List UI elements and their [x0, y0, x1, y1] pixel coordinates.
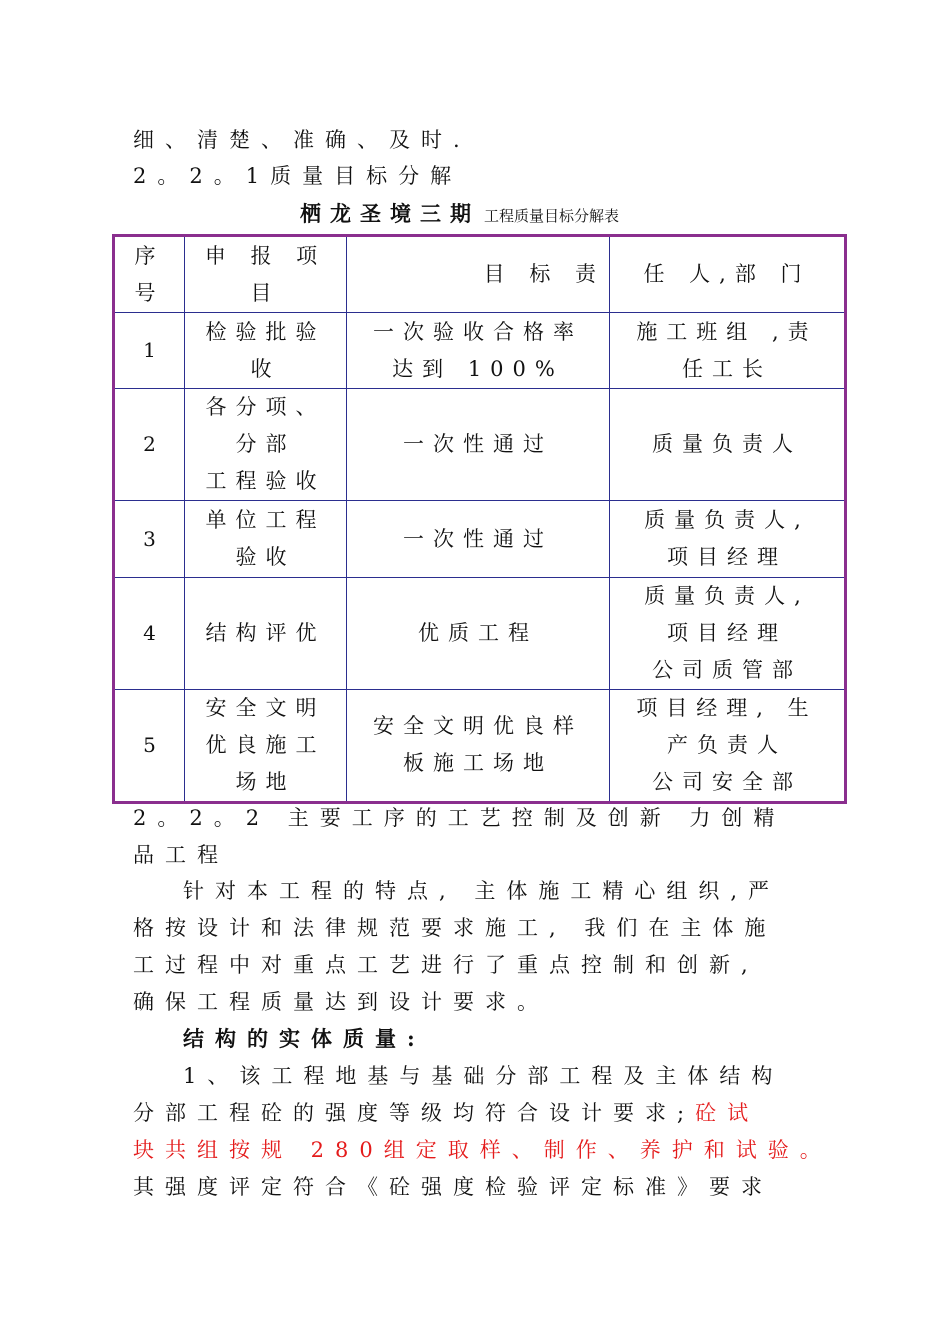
row-no: 3 [114, 501, 185, 577]
row-item: 安全文明 优良施工 场地 [185, 689, 347, 802]
paragraph-1-line-1: 针对本工程的特点, 主体施工精心组织,严 [183, 879, 781, 903]
table-title-main: 栖龙圣境三期 [300, 201, 480, 226]
header-no: 序 号 [114, 236, 185, 313]
table-header-row [114, 236, 846, 313]
paragraph-1-line-2: 格按设计和法律规范要求施工, 我们在主体施 [133, 916, 777, 940]
paragraph-2-line-4: 其强度评定符合《砼强度检验评定标准》要求 [133, 1175, 773, 1199]
paragraph-1-line-4: 确保工程质量达到设计要求。 [133, 990, 549, 1014]
row-item: 结构评优 [185, 577, 347, 689]
table-row [114, 501, 846, 577]
table-row [114, 577, 846, 689]
header-item: 申 报 项 目 [185, 236, 347, 313]
row-owner: 质量负责人 [610, 389, 846, 501]
row-owner: 质量负责人, 项目经理 公司质管部 [610, 577, 846, 689]
row-item: 各分项、 分部 工程验收 [185, 389, 347, 501]
row-item: 检验批验 收 [185, 313, 347, 389]
paragraph-1-line-3: 工过程中对重点工艺进行了重点控制和创新, [133, 953, 759, 977]
paragraph-2-line-2-red: 砼试 [695, 1101, 760, 1125]
table-row [114, 689, 846, 802]
quality-target-table [112, 234, 847, 804]
row-no: 2 [114, 389, 185, 501]
paragraph-2-line-2-text: 分部工程砼的强度等级均符合设计要求; [133, 1101, 696, 1125]
structure-quality-heading: 结构的实体质量: [183, 1026, 426, 1051]
header-owner: 任 人,部 门 [610, 236, 846, 313]
section-heading-2-2-2-cont: 品工程 [133, 843, 229, 867]
paragraph-2-line-2 [133, 1099, 759, 1127]
table-title-sub: 工程质量目标分解表 [484, 207, 620, 225]
paragraph-2-line-1: 1、该工程地基与基础分部工程及主体结构 [183, 1064, 784, 1088]
row-owner: 项目经理, 生 产负责人 公司安全部 [610, 689, 846, 802]
paragraph-2-line-3: 块共组按规 280组定取样、制作、养护和试验。 [133, 1138, 832, 1162]
table-row [114, 389, 846, 501]
row-target: 一次验收合格率 达到 100% [347, 313, 610, 389]
row-target: 安全文明优良样 板施工场地 [347, 689, 610, 802]
row-no: 4 [114, 577, 185, 689]
row-target: 一次性通过 [347, 501, 610, 577]
table-title [300, 198, 619, 228]
section-heading-2-2-2: 2。2。2 主要工序的工艺控制及创新 力创精 [133, 806, 786, 830]
header-target: 目 标 责 [347, 236, 610, 313]
row-owner: 质量负责人, 项目经理 [610, 501, 846, 577]
row-no: 5 [114, 689, 185, 802]
row-no: 1 [114, 313, 185, 389]
row-item: 单位工程 验收 [185, 501, 347, 577]
row-target: 一次性通过 [347, 389, 610, 501]
intro-line: 细、清楚、准确、及时. [133, 128, 471, 152]
row-target: 优质工程 [347, 577, 610, 689]
section-heading-2-2-1: 2。2。1质量目标分解 [133, 164, 463, 188]
row-owner: 施工班组 ,责 任工长 [610, 313, 846, 389]
table-row [114, 313, 846, 389]
